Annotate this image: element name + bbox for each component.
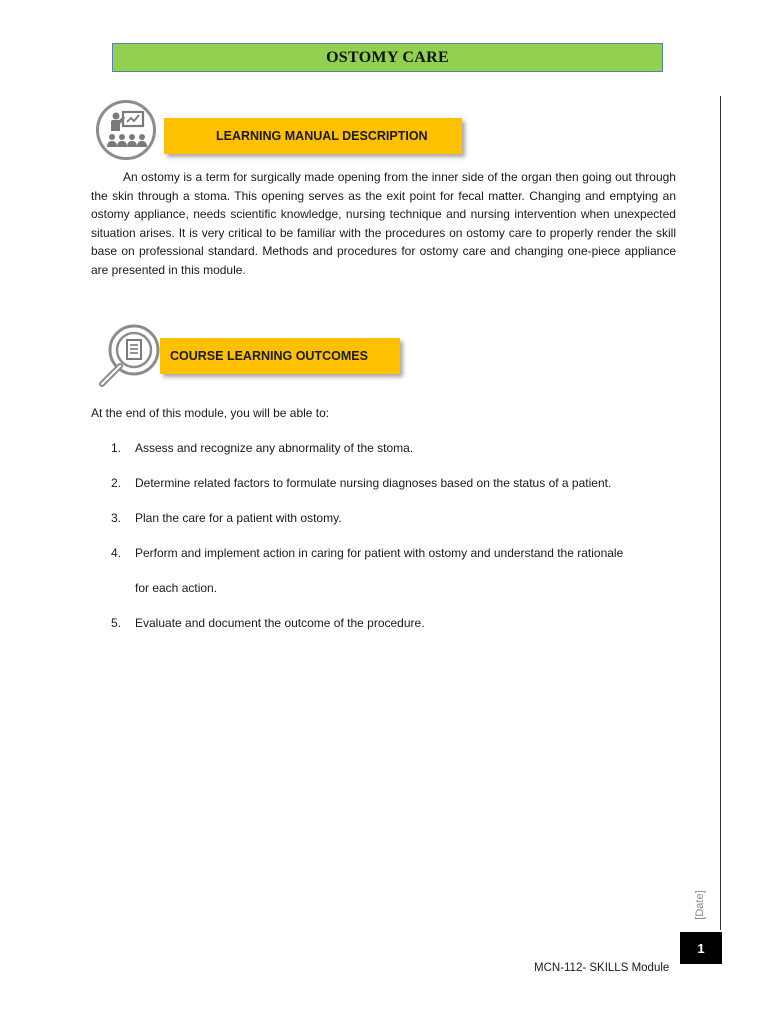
outcomes-intro: At the end of this module, you will be able to: — [91, 406, 330, 420]
magnifier-document-icon — [92, 322, 164, 394]
date-label: [Date] — [694, 890, 706, 920]
page-title: OSTOMY CARE — [112, 43, 663, 72]
section-label-description: LEARNING MANUAL DESCRIPTION — [164, 118, 462, 154]
description-paragraph: An ostomy is a term for surgically made opening from the inner side of the organ then going out through the skin through a stoma. This opening serves as the exit point for fecal matter. Changing and emptying an ostomy appliance, needs scientific knowledge, nursing technique and nursing intervention when unexpected situation arises. It is very critical to be familiar with the procedures on ostomy care to properly render the skill base on professional standard. Methods and procedures for ostomy care and changing one-piece appliance are presented in this module. — [91, 170, 677, 277]
section-label-outcomes: COURSE LEARNING OUTCOMES — [160, 338, 400, 374]
footer-module: MCN-112- SKILLS Module — [534, 962, 670, 974]
page-number: 1 — [680, 932, 722, 964]
presentation-icon — [96, 100, 156, 160]
margin-rule — [720, 96, 721, 930]
